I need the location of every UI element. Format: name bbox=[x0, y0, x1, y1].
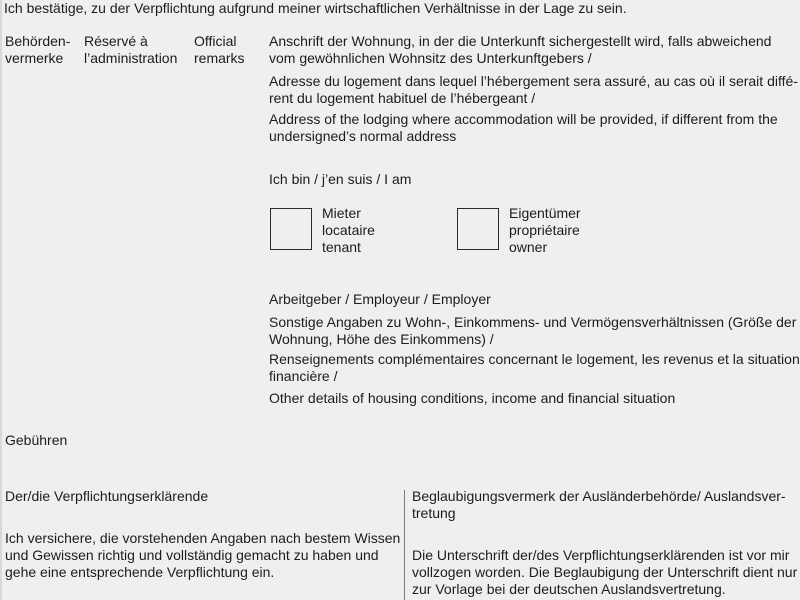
other-details-fr-line: financière / bbox=[269, 368, 338, 384]
declarant-statement-line: und Gewissen richtig und vollständig gemacht zu haben und bbox=[5, 547, 379, 563]
other-details-fr bbox=[269, 351, 800, 385]
authentication-statement-line: Die Unterschrift der/des Verpflichtungserklärenden ist vor mir bbox=[412, 547, 790, 563]
declarant-statement-line: Ich versichere, die vorstehenden Angaben nach bestem Wissen bbox=[5, 530, 401, 546]
column-divider bbox=[404, 490, 405, 600]
remarks-en-line: Official bbox=[194, 33, 237, 49]
owner-label bbox=[509, 205, 581, 256]
intro-statement: Ich bestätige, zu der Verpflichtung aufgrund meiner wirtschaftlichen Verhältnisse in der Lage zu sein. bbox=[4, 0, 627, 16]
address-fr-line: Adresse du logement dans lequel l’hébergement sera assuré, au cas où il serait diffé- bbox=[269, 73, 798, 89]
authentication-heading-line: tretung bbox=[412, 505, 456, 521]
official-remarks-en bbox=[194, 33, 245, 67]
authentication-statement-line: vollzogen worden. Die Beglaubigung der Unterschrift dient nur bbox=[412, 564, 798, 580]
address-label-en bbox=[269, 111, 800, 145]
other-details-fr-line: Renseignements complémentaires concernant le logement, les revenus et la situation bbox=[269, 351, 800, 367]
employer-label: Arbeitgeber / Employeur / Employer bbox=[269, 291, 491, 307]
address-de-line: Anschrift der Wohnung, in der die Unterkunft sichergestellt wird, falls abweichend bbox=[269, 33, 772, 49]
address-label-fr bbox=[269, 73, 800, 107]
other-details-de-line: Wohnung, Höhe des Einkommens) / bbox=[269, 331, 494, 347]
remarks-fr-line: l’administration bbox=[84, 50, 178, 66]
address-fr-line: rent du logement habituel de l’hébergeant / bbox=[269, 90, 536, 106]
owner-checkbox[interactable] bbox=[457, 208, 499, 250]
declarant-statement-line: gehe eine entsprechende Verpflichtung ein. bbox=[5, 564, 275, 580]
declarant-statement bbox=[5, 530, 401, 581]
fees-label: Gebühren bbox=[5, 432, 68, 448]
other-details-de-line: Sonstige Angaben zu Wohn-, Einkommens- und Vermögensverhältnissen (Größe der bbox=[269, 314, 797, 330]
remarks-en-line: remarks bbox=[194, 50, 245, 66]
other-details-en bbox=[269, 390, 800, 407]
other-details-en-line: Other details of housing conditions, income and financial situation bbox=[269, 390, 676, 406]
remarks-fr-line: Réservé à bbox=[84, 33, 148, 49]
authentication-statement-line: zur Vorlage bei der deutschen Auslandsvertretung. bbox=[412, 581, 726, 597]
address-label-de bbox=[269, 33, 800, 67]
authentication-heading bbox=[412, 488, 800, 522]
tenant-label-de: Mieter bbox=[322, 205, 361, 221]
address-en-line: undersigned’s normal address bbox=[269, 128, 457, 144]
address-en-line: Address of the lodging where accommodation will be provided, if different from the bbox=[269, 111, 778, 127]
tenant-label-fr: locataire bbox=[322, 222, 375, 238]
owner-label-fr: propriétaire bbox=[509, 222, 580, 238]
remarks-de-line: vermerke bbox=[5, 50, 64, 66]
official-remarks-fr bbox=[84, 33, 177, 67]
remarks-de-line: Behörden- bbox=[5, 33, 71, 49]
tenant-label bbox=[322, 205, 375, 256]
declarant-heading: Der/die Verpflichtungserklärende bbox=[5, 488, 209, 504]
official-remarks-de bbox=[5, 33, 70, 67]
address-de-line: vom gewöhnlichen Wohnsitz des Unterkunftgebers / bbox=[269, 50, 592, 66]
tenant-checkbox[interactable] bbox=[270, 208, 312, 250]
status-question: Ich bin / j’en suis / I am bbox=[269, 171, 412, 187]
tenant-label-en: tenant bbox=[322, 239, 361, 255]
owner-label-en: owner bbox=[509, 239, 548, 255]
owner-label-de: Eigentümer bbox=[509, 205, 581, 221]
authentication-heading-line: Beglaubigungsvermerk der Ausländerbehörde/ Auslandsver- bbox=[412, 488, 786, 504]
other-details-de bbox=[269, 314, 800, 348]
authentication-statement bbox=[412, 547, 800, 598]
